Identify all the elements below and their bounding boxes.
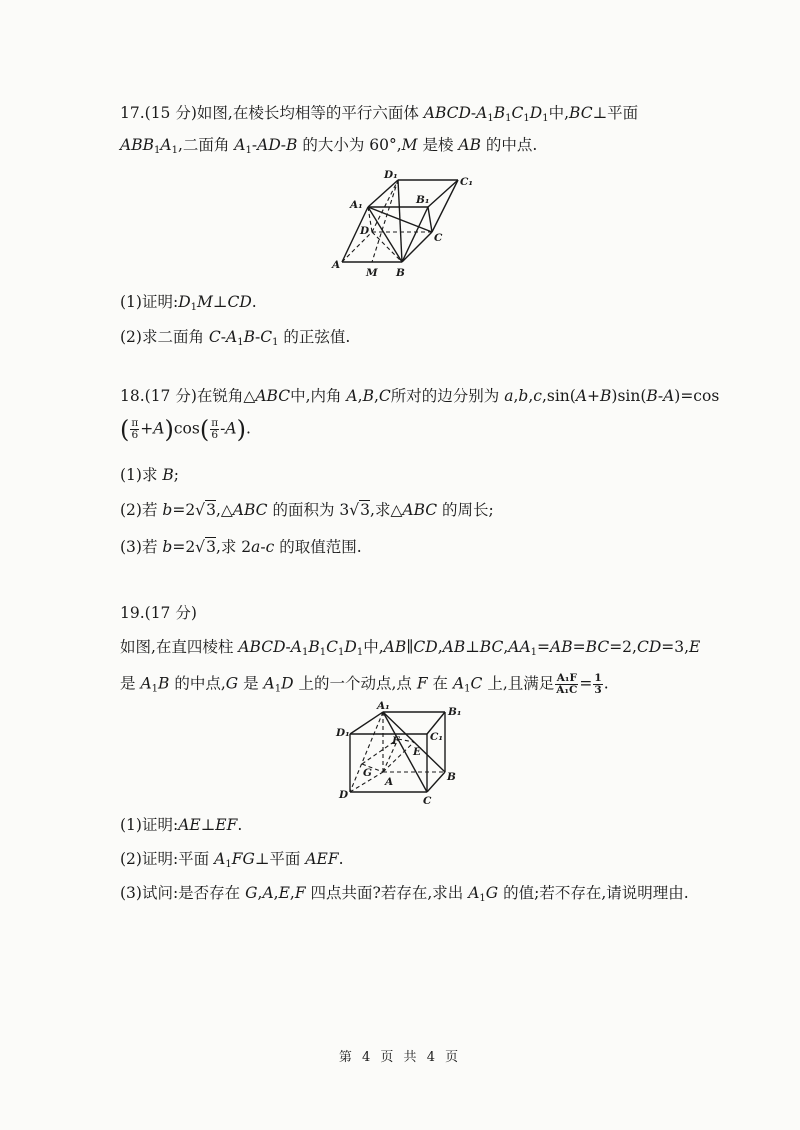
label-A: A [385,776,394,788]
q19-part-2: (2)证明:平面 $A_1FG\perp$平面 AEF. [120,850,344,870]
label-C1: C₁ [430,731,443,743]
q19-head: 19.(17 分) [120,604,197,622]
hidden-A1D [350,712,383,792]
label-F: F [392,735,400,747]
label-C: C [434,232,443,244]
segment-B1C [428,207,432,232]
q18-part-1: (1)求 B; [120,466,180,484]
segment-A1B [368,207,402,262]
label-B1: B₁ [448,706,462,718]
label-A1: A₁ [377,700,390,712]
q17-line-1: 17.(15 分)如图,在棱长均相等的平行六面体 ABCD-$A_1B_1C_1D_1$中,BC⊥平面 [120,104,639,124]
edge-BB1 [402,207,428,262]
label-D: D [360,225,370,237]
edge-CB [427,772,445,792]
q18-part-3: (3)若 b=2√3,求 2a-c 的取值范围. [120,538,362,556]
q18-line-2: ( $\frac{\pi}{6}$ +A)cos( $\frac{\pi}{6}$ -A). [120,415,251,444]
hidden-DD1 [372,180,398,232]
label-D1: D₁ [384,170,398,181]
label-C: C [423,795,432,807]
edge-A1D1 [350,712,383,734]
q18-line-1: 18.(17 分)在锐角△ABC中,内角 A,B,C所对的边分别为 a,b,c,sin(A+B)sin(B-A)=cos [120,387,720,405]
label-A: A [332,259,341,271]
q17-part-2: (2)求二面角 $C-A_1B-C_1$ 的正弦值. [120,328,351,348]
label-M: M [366,267,378,279]
label-B: B [396,267,405,279]
label-B1: B₁ [416,194,430,206]
q17-parallelepiped-figure [320,170,480,282]
label-E: E [413,746,422,758]
q19-part-3: (3)试问:是否存在 G,A,E,F 四点共面?若存在,求出 $A_1G$ 的值;若不存在,请说明理由. [120,884,689,904]
q19-prism-figure [335,700,470,810]
edge-BC [402,232,432,262]
q19-line-1: 如图,在直四棱柱 ABCD-$A_1B_1C_1D_1$中$,AB\parallel CD,AB\perp BC,AA_1=AB=BC=2,CD=3,E$ [120,638,701,658]
q19-part-1: (1)证明:AE⊥EF. [120,816,243,834]
label-B: B [447,771,456,783]
label-D: D [339,789,349,801]
label-A1: A₁ [350,199,363,211]
q19-line-2: 是 $A_1B$ 的中点,G 是 $A_1D$ 上的一个动点,点 F 在 $A_1C$ 上,且满足 $\frac{\text{A₁F}}{\text{A₁C}}$ = $\frac{1}{3}$ . [120,672,609,696]
q18-part-2: (2)若 b=2√3,△ABC 的面积为 3√3,求△ABC 的周长; [120,501,494,519]
edge-B1C1 [428,180,458,207]
label-D1: D₁ [336,727,350,739]
segment-D1B [398,180,402,262]
edge-CC1 [432,180,458,232]
page-footer: 第 4 页 共 4 页 [338,1050,462,1065]
q17-part-1: (1)证明$:D_1M\perp CD$. [120,293,257,313]
q17-line-2: $ABB_1A_1$,二面角 $A_1-AD-B$ 的大小为 60°,M 是棱 AB 的中点. [120,136,538,156]
label-C1: C₁ [460,176,473,188]
label-G: G [363,767,372,779]
